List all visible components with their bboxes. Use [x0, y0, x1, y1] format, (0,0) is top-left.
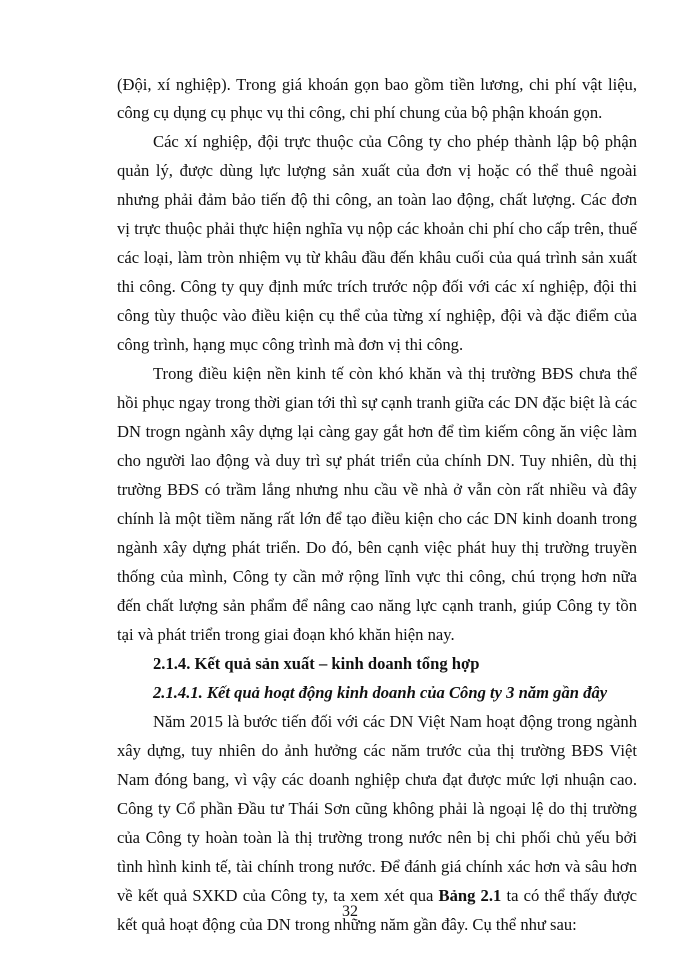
paragraph-line: thi công. Công ty quy định mức trích trước nộp đối với các xí nghiệp, đội thi — [117, 277, 637, 296]
paragraph-line: quản lý, được dùng lực lượng sản xuất của đơn vị hoặc có thể thuê ngoài — [117, 161, 637, 180]
text-run: về kết quả SXKD của Công ty, ta xem xét qua — [117, 886, 439, 905]
paragraph-line: Các xí nghiệp, đội trực thuộc của Công ty cho phép thành lập bộ phận — [153, 132, 637, 151]
table-reference: Bảng 2.1 — [438, 886, 502, 905]
paragraph-line: các loại, làm tròn nhiệm vụ từ khâu đầu đến khâu cuối của quá trình sản xuất — [117, 248, 637, 267]
text-run: ta có thể thấy được — [501, 886, 637, 905]
paragraph-line: đến chất lượng sản phẩm để nâng cao năng lực cạnh tranh, giúp Công ty tồn — [117, 596, 637, 615]
paragraph-line: ngành xây dựng phát triển. Do đó, bên cạnh việc phát huy thị trường truyền — [117, 538, 637, 557]
paragraph-line: công cụ dụng cụ phục vụ thi công, chi phí chung của bộ phận khoán gọn. — [117, 103, 603, 122]
paragraph-line: công tùy thuộc vào điều kiện cụ thể của từng xí nghiệp, đội và đặc điểm của — [117, 306, 637, 325]
paragraph-line: cho người lao động và duy trì sự phát triển của chính DN. Tuy nhiên, dù thị — [117, 451, 637, 470]
paragraph-line: Trong điều kiện nền kinh tế còn khó khăn và thị trường BĐS chưa thể — [153, 364, 637, 383]
paragraph-line: vị trực thuộc phải thực hiện nghĩa vụ nộp các khoản chi phí cho cấp trên, thuế — [117, 219, 637, 238]
paragraph-line: xây dựng, tuy nhiên do ảnh hưởng các năm trước của thị trường BĐS Việt — [117, 741, 637, 760]
paragraph-line: trường BĐS có trầm lắng nhưng nhu cầu về nhà ở vẫn còn rất nhiều và đây — [117, 480, 637, 499]
subsection-heading: 2.1.4.1. Kết quả hoạt động kinh doanh của Công ty 3 năm gần đây — [153, 683, 608, 702]
paragraph-line: kết quả hoạt động của DN trong những năm gần đây. Cụ thể như sau: — [117, 915, 577, 934]
paragraph-line: tại và phát triển trong giai đoạn khó khăn hiện nay. — [117, 625, 455, 644]
paragraph-line: nhưng phải đảm bảo tiến độ thi công, an toàn lao động, chất lượng. Các đơn — [117, 190, 637, 209]
paragraph-line: Nam đóng bang, vì vậy các doanh nghiệp chưa đạt được mức lợi nhuận cao. — [117, 770, 637, 789]
paragraph-line: Năm 2015 là bước tiến đối với các DN Việt Nam hoạt động trong ngành — [153, 712, 637, 731]
paragraph-line: công trình, hạng mục công trình mà đơn vị thi công. — [117, 335, 464, 354]
paragraph-line: (Đội, xí nghiệp). Trong giá khoán gọn bao gồm tiền lương, chi phí vật liệu, — [117, 75, 637, 94]
paragraph-line: thống của mình, Công ty cần mở rộng lĩnh vực thi công, chú trọng hơn nữa — [117, 567, 637, 586]
paragraph-line: Công ty Cổ phần Đầu tư Thái Sơn cũng không phải là ngoại lệ do thị trường — [117, 799, 637, 818]
paragraph-line: tình hình kinh tế, tài chính trong nước. Để đánh giá chính xác hơn và sâu hơn — [117, 857, 637, 876]
page-number: 32 — [342, 903, 358, 920]
section-heading: 2.1.4. Kết quả sản xuất – kinh doanh tổng hợp — [153, 654, 480, 673]
paragraph-line: DN trogn ngành xây dựng lại càng gay gắt hơn để tìm kiếm công ăn việc làm — [117, 422, 637, 441]
paragraph-line: hồi phục ngay trong thời gian tới thì sự cạnh tranh giữa các DN đặc biệt là các — [117, 393, 637, 412]
paragraph-line: của Công ty hoàn toàn là thị trường trong nước nên bị chi phối chủ yếu bởi — [117, 828, 637, 847]
paragraph-line: chính là một tiềm năng rất lớn để tạo điều kiện cho các DN kinh doanh trong — [117, 509, 637, 528]
